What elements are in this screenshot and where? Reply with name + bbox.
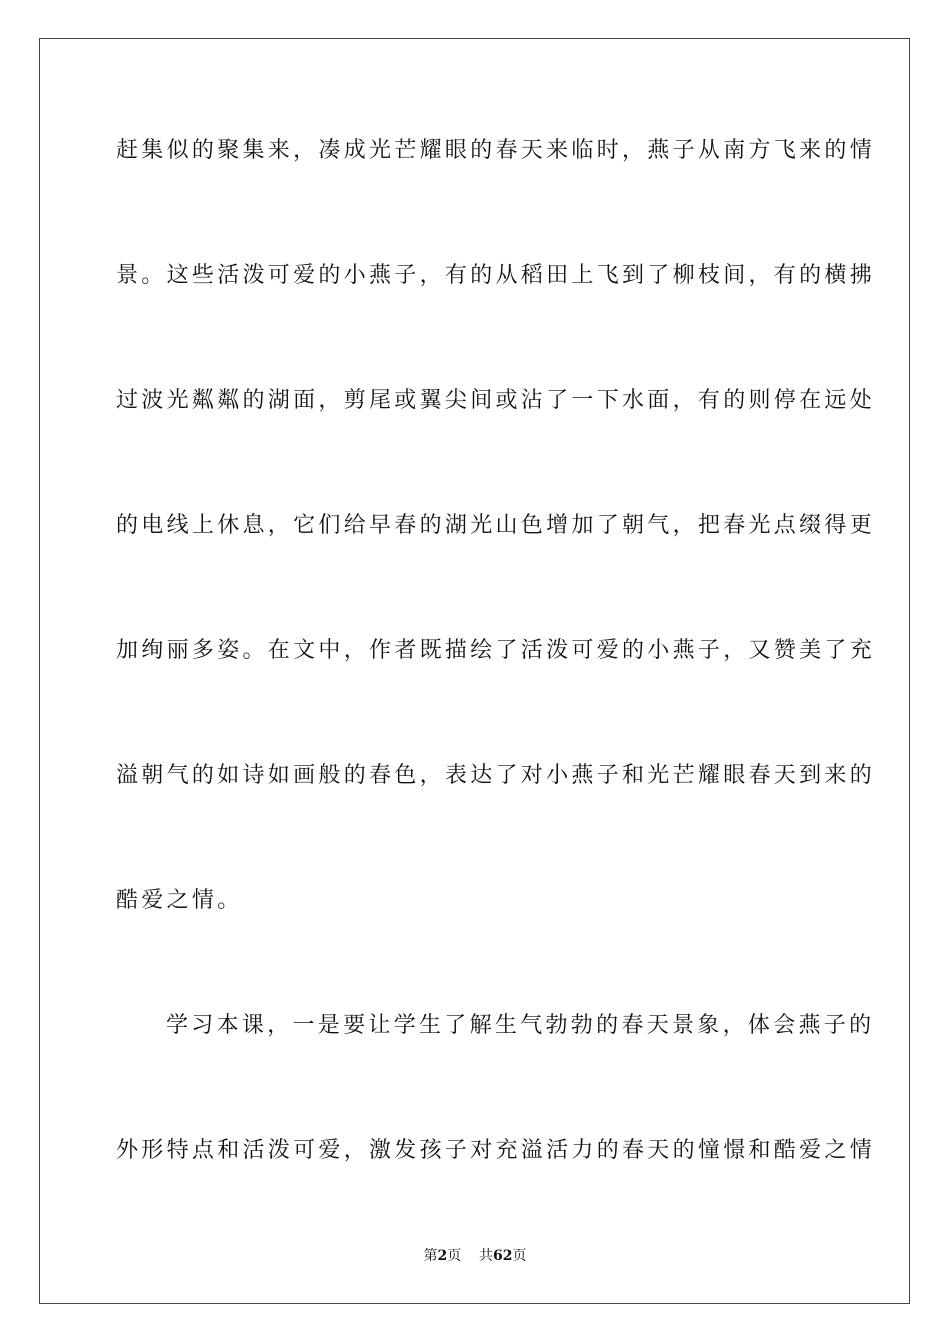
text-line: 的电线上休息，它们给早春的湖光山色增加了朝气，把春光点缀得更 (116, 513, 876, 538)
text-line: 景。这些活泼可爱的小燕子，有的从稻田上飞到了柳枝间，有的横拂 (116, 263, 876, 288)
total-prefix: 共 (479, 1248, 494, 1264)
page-number: 2 (437, 1248, 448, 1264)
text-line: 酷爱之情。 (116, 888, 243, 913)
paragraph-start-line: 学习本课，一是要让学生了解生气勃勃的春天景象，体会燕子的 (166, 1013, 875, 1038)
text-line: 外形特点和活泼可爱，激发孩子对充溢活力的春天的憧憬和酷爱之情 (116, 1138, 876, 1163)
text-line: 赶集似的聚集来，凑成光芒耀眼的春天来临时，燕子从南方飞来的情 (116, 138, 876, 163)
page-prefix: 第 (423, 1248, 438, 1264)
text-line: 过波光粼粼的湖面，剪尾或翼尖间或沾了一下水面，有的则停在远处 (116, 388, 876, 413)
page-footer (0, 1246, 950, 1266)
total-pages: 62 (493, 1248, 513, 1264)
total-suffix: 页 (512, 1248, 527, 1264)
body-text (116, 130, 876, 1255)
page-suffix: 页 (447, 1248, 462, 1264)
text-line: 溢朝气的如诗如画般的春色，表达了对小燕子和光芒耀眼春天到来的 (116, 763, 876, 788)
text-line: 加绚丽多姿。在文中，作者既描绘了活泼可爱的小燕子，又赞美了充 (116, 638, 876, 663)
